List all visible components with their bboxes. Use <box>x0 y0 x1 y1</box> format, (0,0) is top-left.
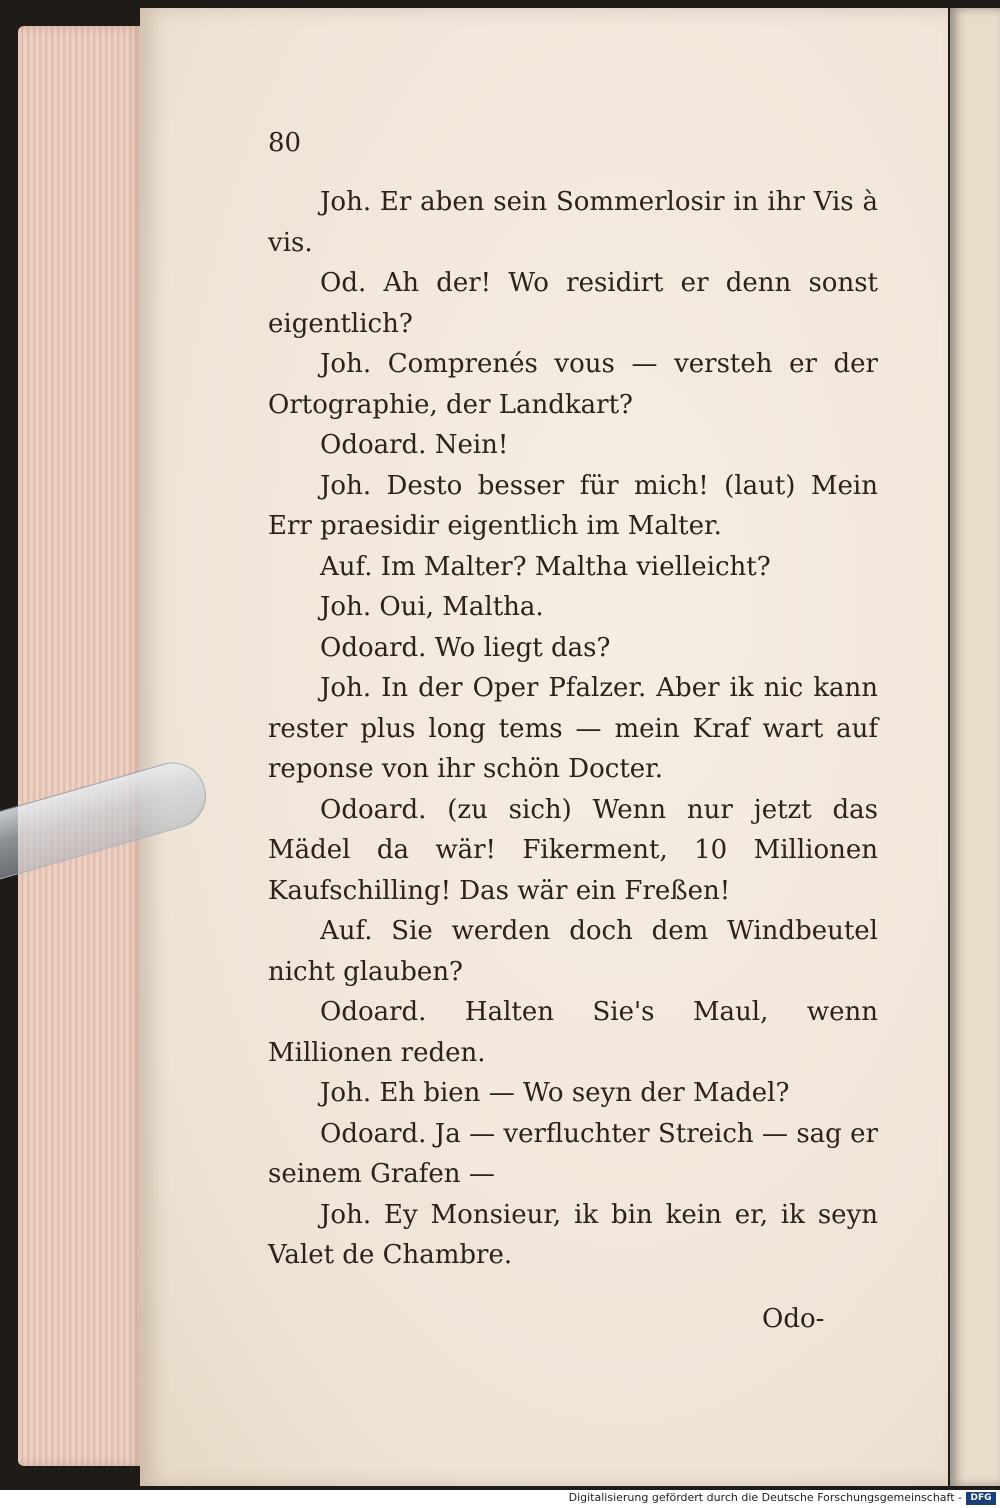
page-number: 80 <box>268 128 302 158</box>
page-text <box>268 182 878 1276</box>
paragraph: Joh. Desto besser für mich! (laut) Mein Err praesidir eigentlich im Malter. <box>268 470 878 541</box>
footer-credit: Digitalisierung gefördert durch die Deutsche Forschungsgemeinschaft - <box>568 1491 962 1504</box>
paragraph: Auf. Sie werden doch dem Windbeutel nicht glauben? <box>268 916 878 987</box>
paragraph: Joh. Ey Monsieur, ik bin kein er, ik seyn Valet de Chambre. <box>268 1199 878 1270</box>
footer-bar <box>0 1490 1000 1508</box>
catchword: Odo- <box>762 1304 825 1334</box>
paragraph: Odoard. Ja — verfluchter Streich — sag er seinem Grafen — <box>268 1118 878 1189</box>
paragraph: Joh. Comprenés vous — versteh er der Ortographie, der Landkart? <box>268 349 878 420</box>
paragraph: Joh. Er aben sein Sommerlosir in ihr Vis à vis. <box>268 187 878 258</box>
paragraph: Odoard. Wo liegt das? <box>320 632 611 663</box>
paragraph: Joh. Oui, Maltha. <box>320 592 544 622</box>
paragraph: Od. Ah der! Wo residirt er denn sonst eigentlich? <box>268 268 878 339</box>
paragraph: Auf. Im Malter? Maltha vielleicht? <box>320 551 771 582</box>
adjacent-page-edge <box>950 8 1000 1486</box>
paragraph: Odoard. (zu sich) Wenn nur jetzt das Mädel da wär! Fikerment, 10 Millionen Kaufschilling! Das wär ein Freßen! <box>268 794 878 906</box>
paragraph: Odoard. Nein! <box>320 430 509 460</box>
paragraph: Joh. In der Oper Pfalzer. Aber ik nic kann rester plus long tems — mein Kraf wart auf reponse von ihr schön Docter. <box>268 673 878 784</box>
dfg-logo: DFG <box>966 1492 996 1505</box>
paragraph: Odoard. Halten Sie's Maul, wenn Millionen reden. <box>268 997 878 1068</box>
paragraph: Joh. Eh bien — Wo seyn der Madel? <box>320 1078 790 1108</box>
